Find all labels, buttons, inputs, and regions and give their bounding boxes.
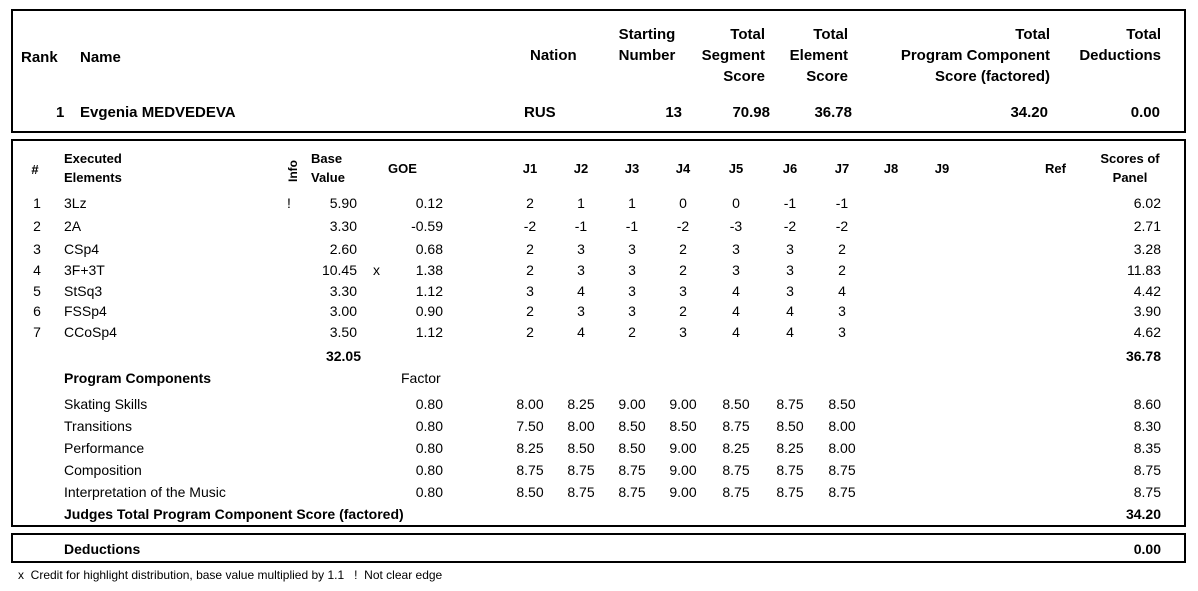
component-judge-score: 8.25 [722, 440, 750, 456]
component-judge-score: 8.75 [776, 462, 804, 478]
component-factor: 0.80 [415, 440, 443, 456]
component-judge-score: 8.00 [828, 418, 856, 434]
element-name: CCoSp4 [64, 324, 117, 340]
element-judge-score: 3 [628, 241, 636, 257]
components-total-label: Judges Total Program Component Score (factored) [64, 506, 404, 522]
pcs-label: Total Program Component Score (factored) [900, 26, 1050, 85]
skater-nation: RUS [524, 104, 556, 121]
col-header-ref: Ref [1045, 161, 1066, 176]
element-judge-score: 2 [526, 303, 534, 319]
element-panel-score: 3.28 [1133, 241, 1161, 257]
element-base-value: 10.45 [321, 262, 357, 278]
element-judge-score: -2 [523, 218, 537, 234]
element-judge-score: 4 [838, 283, 846, 299]
element-name: 3F+3T [64, 262, 105, 278]
nation-label: Nation [530, 47, 577, 64]
col-header-panel: Scores of Panel [1100, 151, 1160, 185]
element-judge-score: 2 [628, 324, 636, 340]
element-judge-score: 2 [526, 241, 534, 257]
element-num: 3 [33, 241, 41, 257]
element-judge-score: -1 [574, 218, 588, 234]
rank-label: Rank [21, 49, 58, 66]
component-judge-score: 9.00 [669, 396, 697, 412]
component-judge-score: 8.75 [828, 462, 856, 478]
component-judge-score: 8.50 [722, 396, 750, 412]
component-panel-score: 8.60 [1133, 396, 1161, 412]
element-num: 7 [33, 324, 41, 340]
judge-header-7: J7 [834, 161, 850, 176]
component-name: Skating Skills [64, 396, 148, 412]
tss-label: Total Segment Score [701, 26, 765, 85]
skater-name: Evgenia MEDVEDEVA [80, 104, 236, 121]
element-judge-score: 3 [577, 241, 585, 257]
elements-total-base: 32.05 [325, 348, 361, 364]
component-judge-score: 9.00 [669, 484, 697, 500]
element-judge-score: 1 [628, 195, 636, 211]
component-factor: 0.80 [415, 462, 443, 478]
element-judge-score: 4 [732, 303, 740, 319]
component-judge-score: 8.00 [516, 396, 544, 412]
judge-header-4: J4 [675, 161, 691, 176]
element-judge-score: 3 [786, 283, 794, 299]
element-goe: 1.38 [415, 262, 443, 278]
element-judge-score: 2 [838, 262, 846, 278]
elements-total-panel: 36.78 [1125, 348, 1161, 364]
factor-label: Factor [401, 370, 441, 386]
element-judge-score: 3 [732, 241, 740, 257]
element-judge-score: 0 [732, 195, 740, 211]
element-judge-score: -1 [783, 195, 797, 211]
element-base-value: 3.30 [329, 283, 357, 299]
name-label: Name [80, 49, 121, 66]
component-judge-score: 8.50 [669, 418, 697, 434]
element-judge-score: 2 [679, 241, 687, 257]
element-num: 1 [33, 195, 41, 211]
components-total: 34.20 [1125, 506, 1161, 522]
element-judge-score: 3 [732, 262, 740, 278]
deductions-box [11, 533, 1186, 563]
judge-header-1: J1 [522, 161, 538, 176]
program-components-label: Program Components [64, 370, 212, 386]
starting-number-label: Starting Number [618, 26, 676, 64]
skater-rank: 1 [56, 104, 65, 121]
element-panel-score: 3.90 [1133, 303, 1161, 319]
element-info: ! [287, 195, 291, 211]
element-goe: 1.12 [415, 283, 443, 299]
component-judge-score: 8.75 [618, 484, 646, 500]
total-element-score: 36.78 [814, 104, 852, 121]
component-name: Composition [64, 462, 142, 478]
element-base-value: 3.30 [329, 218, 357, 234]
component-judge-score: 8.75 [828, 484, 856, 500]
judge-header-9: J9 [934, 161, 950, 176]
element-judge-score: 3 [679, 324, 687, 340]
element-name: FSSp4 [64, 303, 107, 319]
starting-number: 13 [665, 104, 682, 121]
component-judge-score: 8.00 [828, 440, 856, 456]
component-name: Performance [64, 440, 145, 456]
element-judge-score: 2 [679, 262, 687, 278]
component-name: Interpretation of the Music [64, 484, 226, 500]
element-num: 6 [33, 303, 41, 319]
total-segment-score: 70.98 [732, 104, 770, 121]
component-judge-score: 8.50 [776, 418, 804, 434]
component-judge-score: 9.00 [669, 462, 697, 478]
component-judge-score: 8.75 [516, 462, 544, 478]
col-header-base: Base Value [311, 151, 345, 185]
element-bonus-mark: x [373, 262, 380, 278]
element-panel-score: 4.42 [1133, 283, 1161, 299]
judge-header-3: J3 [624, 161, 640, 176]
element-judge-score: 1 [577, 195, 585, 211]
element-judge-score: 4 [577, 324, 585, 340]
component-judge-score: 8.50 [516, 484, 544, 500]
element-base-value: 2.60 [329, 241, 357, 257]
tes-label: Total Element Score [789, 26, 848, 85]
element-name: StSq3 [64, 283, 103, 299]
component-factor: 0.80 [415, 484, 443, 500]
element-judge-score: 4 [786, 324, 794, 340]
deductions-value: 0.00 [1133, 541, 1161, 557]
col-header-goe: GOE [388, 161, 417, 176]
component-judge-score: 7.50 [516, 418, 544, 434]
element-panel-score: 11.83 [1127, 262, 1161, 278]
component-judge-score: 8.50 [618, 440, 646, 456]
element-judge-score: -1 [835, 195, 849, 211]
element-judge-score: 3 [577, 303, 585, 319]
element-panel-score: 2.71 [1133, 218, 1161, 234]
ded-label: Total Deductions [1079, 26, 1161, 64]
component-panel-score: 8.75 [1133, 462, 1161, 478]
element-num: 4 [33, 262, 41, 278]
component-judge-score: 8.25 [516, 440, 544, 456]
element-judge-score: 3 [679, 283, 687, 299]
element-goe: 0.90 [415, 303, 443, 319]
component-panel-score: 8.30 [1133, 418, 1161, 434]
component-judge-score: 8.75 [722, 418, 750, 434]
element-judge-score: -2 [676, 218, 690, 234]
footnote: x Credit for highlight distribution, base value multiplied by 1.1 ! Not clear edge [18, 568, 443, 582]
element-base-value: 3.50 [329, 324, 357, 340]
element-judge-score: 0 [679, 195, 687, 211]
element-judge-score: 4 [732, 324, 740, 340]
element-judge-score: 4 [577, 283, 585, 299]
component-judge-score: 8.50 [828, 396, 856, 412]
col-header-executed: Executed Elements [64, 151, 122, 185]
component-judge-score: 9.00 [618, 396, 646, 412]
element-goe: -0.59 [411, 218, 443, 234]
element-judge-score: 2 [679, 303, 687, 319]
element-judge-score: 3 [786, 262, 794, 278]
component-judge-score: 8.00 [567, 418, 595, 434]
element-judge-score: -2 [783, 218, 797, 234]
element-judge-score: -3 [729, 218, 743, 234]
element-judge-score: 2 [526, 324, 534, 340]
element-judge-score: 4 [786, 303, 794, 319]
component-judge-score: 8.75 [722, 462, 750, 478]
component-judge-score: 8.75 [722, 484, 750, 500]
component-panel-score: 8.35 [1133, 440, 1161, 456]
element-judge-score: 3 [838, 324, 846, 340]
component-judge-score: 8.75 [567, 484, 595, 500]
element-goe: 1.12 [415, 324, 443, 340]
element-name: 3Lz [64, 195, 87, 211]
component-judge-score: 8.50 [567, 440, 595, 456]
element-name: 2A [64, 218, 82, 234]
element-judge-score: -1 [625, 218, 639, 234]
component-panel-score: 8.75 [1133, 484, 1161, 500]
total-pcs: 34.20 [1010, 104, 1048, 121]
element-judge-score: 3 [628, 303, 636, 319]
judge-header-8: J8 [883, 161, 899, 176]
element-num: 5 [33, 283, 41, 299]
element-judge-score: 2 [526, 195, 534, 211]
element-name: CSp4 [64, 241, 100, 257]
element-goe: 0.12 [415, 195, 443, 211]
component-judge-score: 9.00 [669, 440, 697, 456]
component-judge-score: 8.75 [776, 484, 804, 500]
component-judge-score: 8.50 [618, 418, 646, 434]
element-judge-score: 3 [628, 283, 636, 299]
judge-header-6: J6 [782, 161, 798, 176]
element-judge-score: 2 [838, 241, 846, 257]
deductions-label: Deductions [64, 541, 141, 557]
element-judge-score: 4 [732, 283, 740, 299]
judge-header-2: J2 [573, 161, 589, 176]
element-judge-score: -2 [835, 218, 849, 234]
element-base-value: 3.00 [329, 303, 357, 319]
element-panel-score: 6.02 [1133, 195, 1161, 211]
component-judge-score: 8.25 [567, 396, 595, 412]
element-judge-score: 2 [526, 262, 534, 278]
element-num: 2 [33, 218, 41, 234]
col-header-num: # [31, 162, 39, 177]
element-goe: 0.68 [415, 241, 443, 257]
component-judge-score: 8.75 [618, 462, 646, 478]
component-factor: 0.80 [415, 418, 443, 434]
component-name: Transitions [64, 418, 132, 434]
total-deductions: 0.00 [1130, 104, 1160, 121]
component-judge-score: 8.75 [776, 396, 804, 412]
element-judge-score: 3 [577, 262, 585, 278]
element-judge-score: 3 [786, 241, 794, 257]
col-header-info: Info [286, 160, 300, 182]
element-judge-score: 3 [628, 262, 636, 278]
element-judge-score: 3 [526, 283, 534, 299]
element-judge-score: 3 [838, 303, 846, 319]
element-panel-score: 4.62 [1133, 324, 1161, 340]
component-judge-score: 8.25 [776, 440, 804, 456]
component-factor: 0.80 [415, 396, 443, 412]
element-base-value: 5.90 [329, 195, 357, 211]
judge-header-5: J5 [728, 161, 744, 176]
component-judge-score: 8.75 [567, 462, 595, 478]
